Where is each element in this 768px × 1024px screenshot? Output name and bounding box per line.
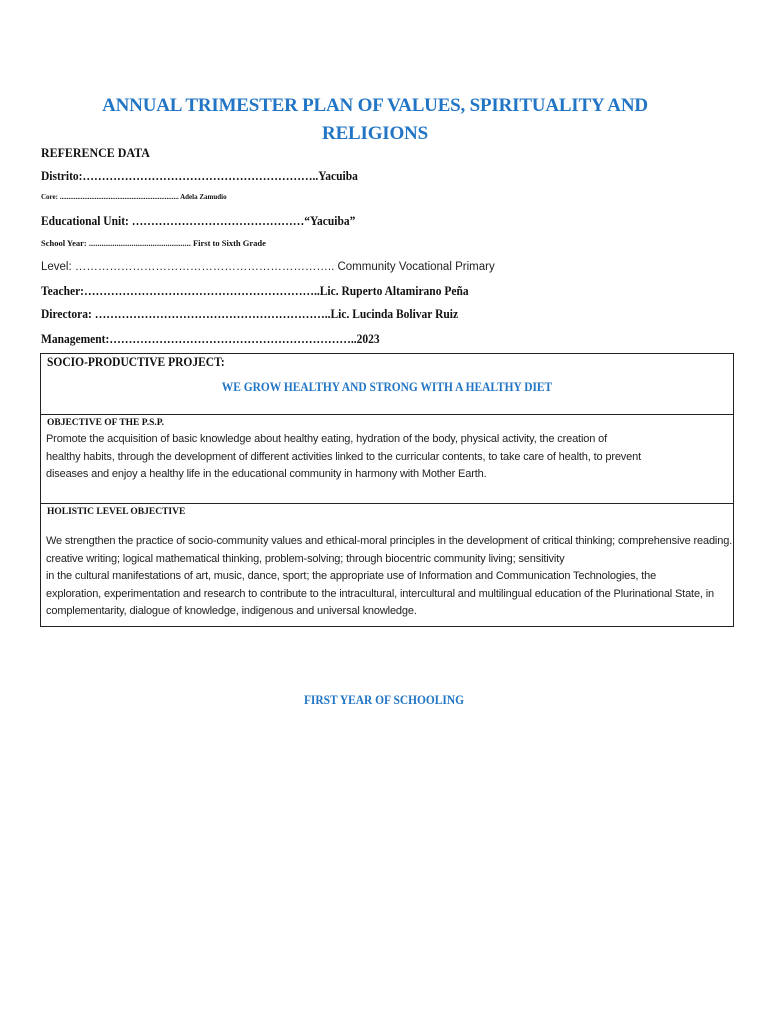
holistic-objective-box (40, 503, 734, 627)
objective-psp-line: healthy habits, through the development of different activities linked to the curricular contents, to take care of health, to prevent (46, 450, 641, 463)
year-title: FIRST YEAR OF SCHOOLING (303, 692, 465, 707)
management-line: Management:………………………………………………………..2023 (41, 332, 380, 346)
distrito-line: Distrito:……………………………………………………..Yacuiba (41, 169, 358, 183)
objective-psp-box (40, 415, 734, 504)
holistic-line: exploration, experimentation and research to contribute to the intracultural, intercultural and multilingual education of the Plurinational State, in (46, 587, 715, 600)
holistic-line: We strengthen the practice of socio-community values and ethical-moral principles in the development of critical thinking; comprehensive reading. (46, 535, 733, 547)
holistic-objective-heading: HOLISTIC LEVEL OBJECTIVE (47, 507, 186, 517)
level-line: Level: ………………………………………………………….. Community Vocational Primary (41, 261, 495, 273)
directora-line: Directora: ……………………………………………………..Lic. Lucinda Bolivar Ruiz (41, 307, 459, 321)
school-year-line: School Year: ................................................ First to Sixth Grade (41, 238, 266, 248)
project-title: WE GROW HEALTHY AND STRONG WITH A HEALTHY DIET (221, 379, 553, 394)
holistic-objective-text (46, 533, 733, 621)
holistic-line: in the cultural manifestations of art, music, dance, sport; the appropriate use of Information and Communication Technologies, the (46, 570, 657, 582)
educational-unit-line: Educational Unit: ………………………………………“Yacuiba” (41, 214, 356, 228)
teacher-line: Teacher:……………………………………………………..Lic. Ruperto Altamirano Peña (41, 284, 469, 298)
objective-psp-line: Promote the acquisition of basic knowledge about healthy eating, hydration of the body, physical activity, the creation of (46, 433, 607, 445)
project-heading: SOCIO-PRODUCTIVE PROJECT: (47, 355, 225, 369)
holistic-line: complementarity, dialogue of knowledge, indigenous and universal knowledge. (46, 605, 417, 617)
project-box (40, 353, 734, 415)
title-line-2: RELIGIONS (322, 123, 428, 144)
objective-psp-heading: OBJECTIVE OF THE P.S.P. (47, 418, 165, 428)
title-line-1: ANNUAL TRIMESTER PLAN OF VALUES, SPIRITUALITY AND (102, 95, 648, 116)
holistic-line: creative writing; logical mathematical thinking, problem-solving; through biocentric community living; sensitivity (46, 552, 565, 565)
document-title (50, 92, 700, 148)
core-line: Core: .................................................................... Adela Zamudio (41, 193, 227, 201)
reference-data-heading: REFERENCE DATA (41, 145, 150, 160)
objective-psp-text (46, 431, 733, 484)
objective-psp-line: diseases and enjoy a healthy life in the educational community in harmony with Mother Earth. (46, 468, 487, 480)
